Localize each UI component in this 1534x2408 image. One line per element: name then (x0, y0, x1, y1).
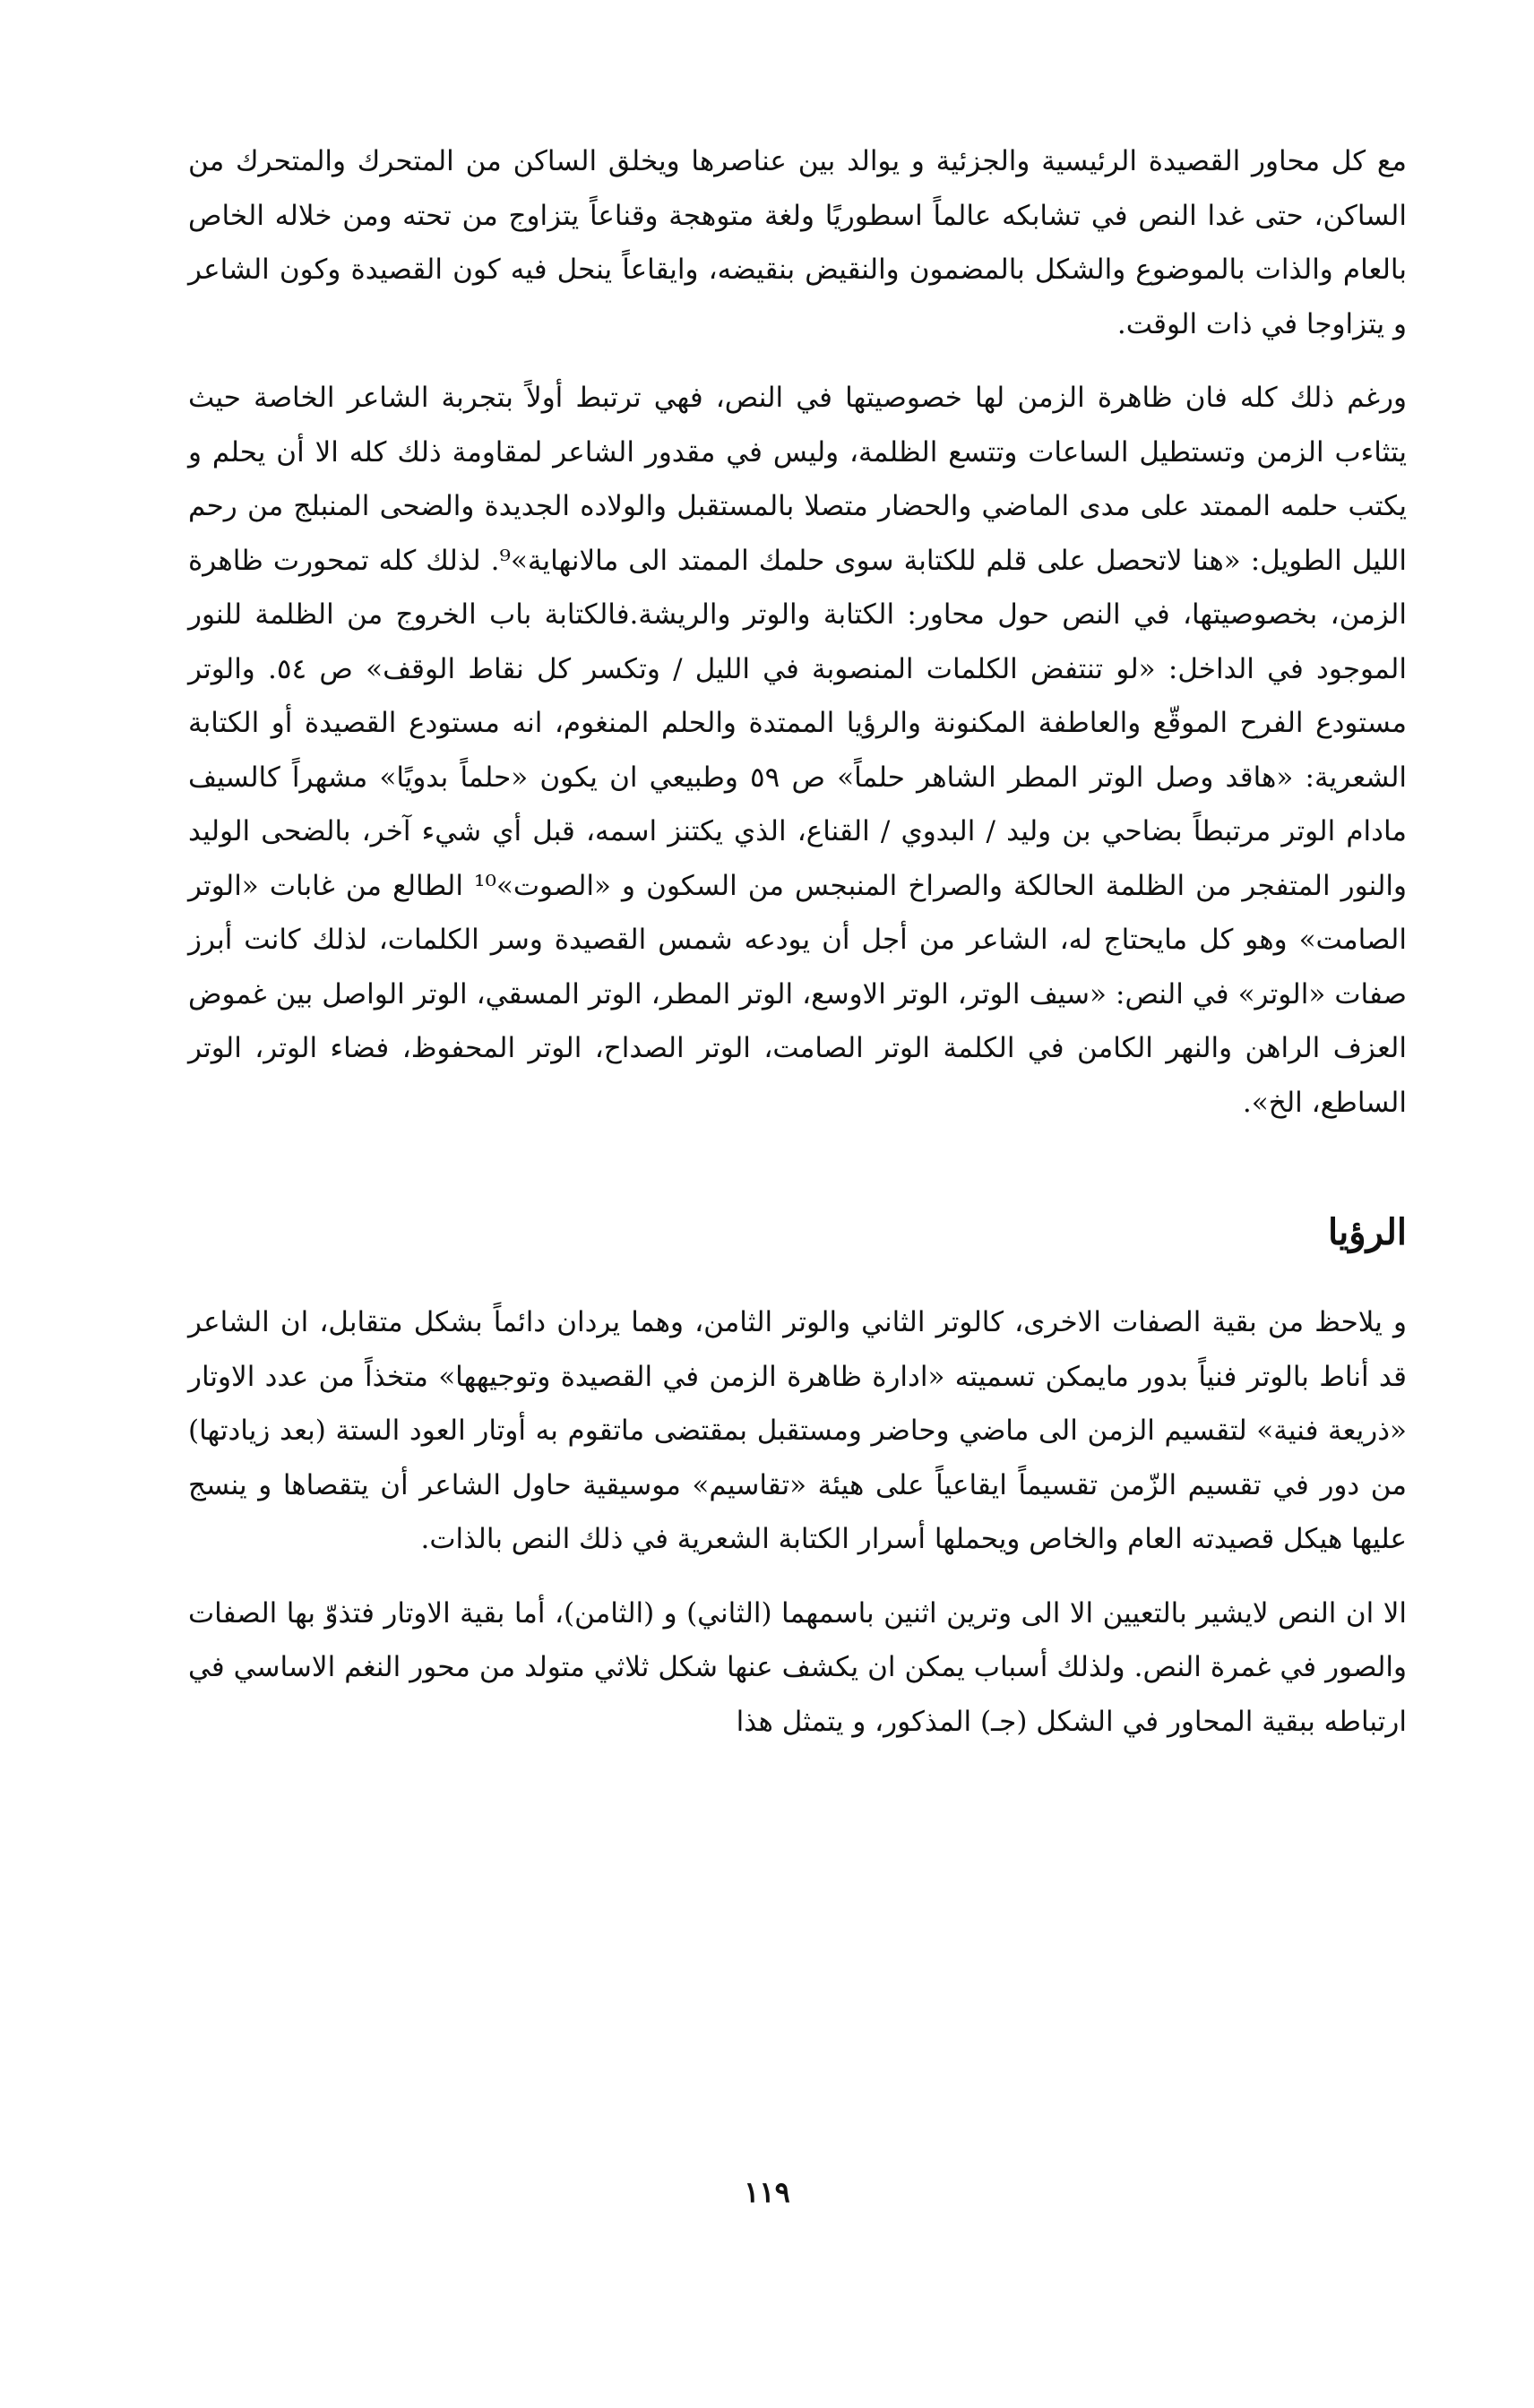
section-heading: الرؤيا (1327, 1211, 1407, 1253)
paragraph-2: ورغم ذلك كله فان ظاهرة الزمن لها خصوصيتها في النص، فهي ترتبط أولاً بتجربة الشاعر الخاصة حيث يتثاءب الزمن وتستطيل الساعات وتتسع الظلمة، وليس في مقدور الشاعر لمقاومة ذلك كله الا أن يحلم و يكتب حلمه الممتد على مدى الماضي والحضار متصلا بالمستقبل والولاده الجديدة والضحى المنبلج من رحم الليل الطويل: «هنا لاتحصل على قلم للكتابة سوى حلمك الممتد الى مالانهاية»⁹. لذلك كله تمحورت ظاهرة الزمن، بخصوصيتها، في النص حول محاور: الكتابة والوتر والريشة.فالكتابة باب الخروج من الظلمة للنور الموجود في الداخل: «لو تنتفض الكلمات المنصوبة في الليل / وتكسر كل نقاط الوقف» ص ٥٤. والوتر مستودع الفرح الموقّع والعاطفة المكنونة والرؤيا الممتدة والحلم المنغوم، انه مستودع القصيدة أو الكتابة الشعرية: «هاقد وصل الوتر المطر الشاهر حلماً» ص ٥٩ وطبيعي ان يكون «حلماً بدويًا» مشهراً كالسيف مادام الوتر مرتبطاً بضاحي بن وليد / البدوي / القناع، الذي يكتنز اسمه، قبل أي شيء آخر، بالضحى الوليد والنور المتفجر من الظلمة الحالكة والصراخ المنبجس من السكون و «الصوت»¹⁰ الطالع من غابات «الوتر الصامت» وهو كل مايحتاج له، الشاعر من أجل أن يودعه شمس القصيدة وسر الكلمات، لذلك كانت أبرز صفات «الوتر» في النص: «سيف الوتر، الوتر الاوسع، الوتر المطر، الوتر المسقي، الوتر الواصل بين غموض العزف الراهن والنهر الكامن في الكلمة الوتر الصامت، الوتر الصداح، الوتر المحفوظ، فضاء الوتر، الوتر الساطع، الخ». (188, 382, 1408, 1119)
paragraph-3: و يلاحظ من بقية الصفات الاخرى، كالوتر الثاني والوتر الثامن، وهما يردان دائماً بشكل متقابل، ان الشاعر قد أناط بالوتر فنياً بدور مايمكن تسميته «ادارة ظاهرة الزمن في القصيدة وتوجيهها» متخذاً من عدد الاوتار «ذريعة فنية» لتقسيم الزمن الى ماضي وحاضر ومستقبل بمقتضى ماتقوم به أوتار العود الستة (بعد زيادتها) من دور في تقسيم الزّمن تقسيماً ايقاعياً على هيئة «تقاسيم» موسيقية حاول الشاعر أن يتقصاها و ينسج عليها هيكل قصيدته العام والخاص ويحملها أسرار الكتابة الشعرية في ذلك النص بالذات. (188, 1306, 1407, 1555)
paragraph-1: مع كل محاور القصيدة الرئيسية والجزئية و يوالد بين عناصرها ويخلق الساكن من المتحرك والمتحرك من الساكن، حتى غدا النص في تشابكه عالماً اسطوريًا ولغة متوهجة وقناعاً يتزاوج من تحته ومن خلاله الخاص بالعام والذات بالموضوع والشكل بالمضمون والنقيض بنقيضه، وايقاعاً ينحل فيه كون القصيدة وكون الشاعر و يتزاوجا في ذات الوقت. (188, 145, 1407, 340)
page-number: ١١٩ (744, 2175, 790, 2209)
section-heading-wrap (188, 1206, 1407, 1260)
page-body (188, 134, 1407, 1749)
paragraph-4: الا ان النص لايشير بالتعيين الا الى وترين اثنين باسمهما (الثاني) و (الثامن)، أما بقية الاوتار فتذوّ بها الصفات والصور في غمرة النص. ولذلك أسباب يمكن ان يكشف عنها شكل ثلاثي متولد من محور النغم الاساسي في ارتباطه ببقية المحاور في الشكل (جـ) المذكور، و يتمثل هذا (188, 1596, 1407, 1738)
